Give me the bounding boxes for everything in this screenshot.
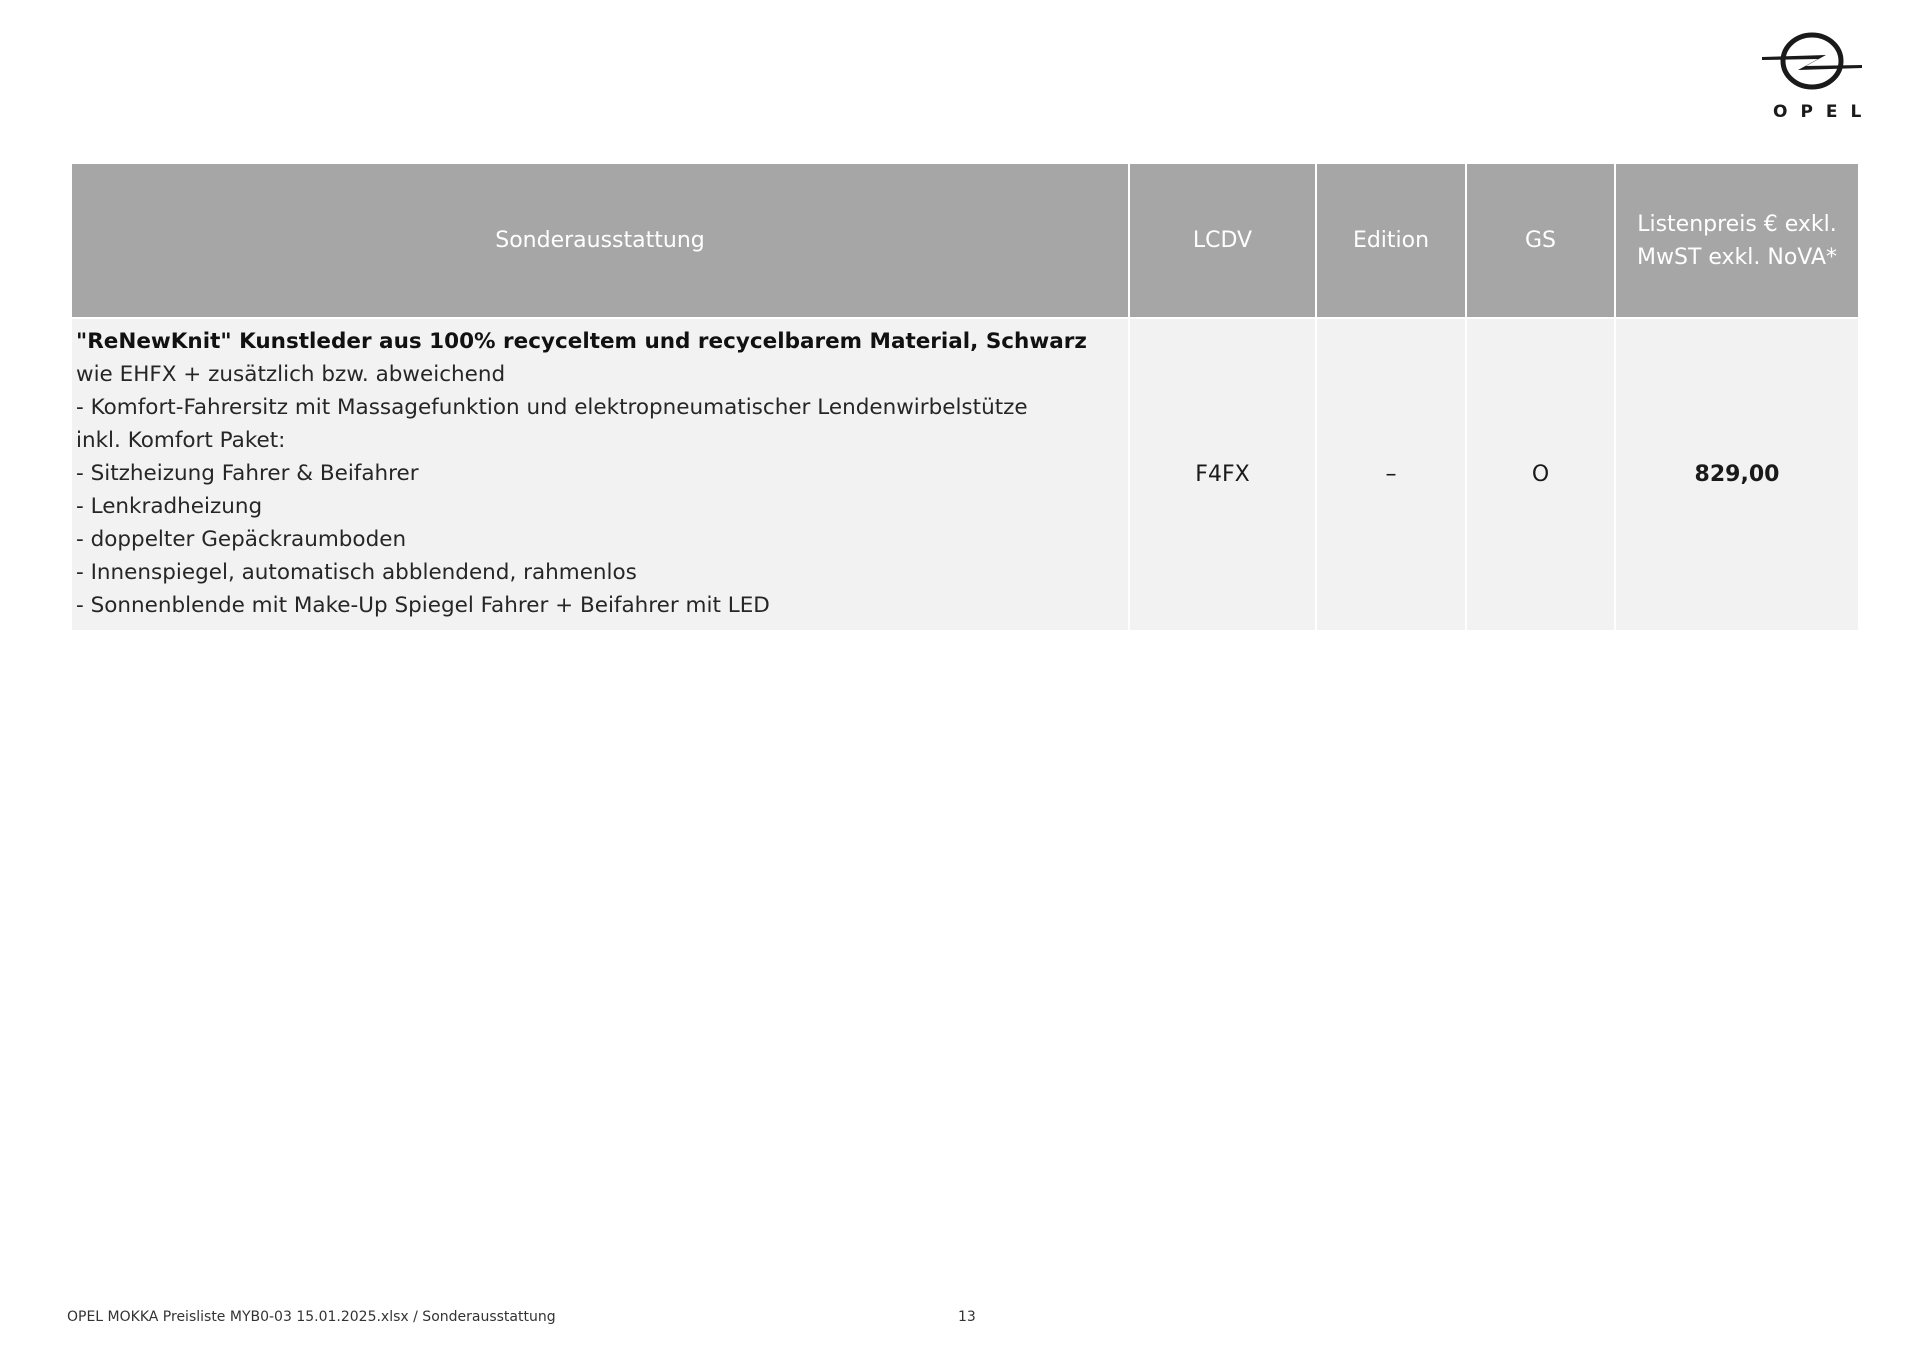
edition-cell: – — [1316, 318, 1466, 630]
page-number: 13 — [958, 1309, 976, 1325]
gs-cell: O — [1466, 318, 1615, 630]
header-price-line1: Listenpreis € exkl. — [1637, 211, 1837, 237]
header-price-line2: MwST exkl. NoVA* — [1637, 244, 1837, 270]
footer-source: OPEL MOKKA Preisliste MYB0-03 15.01.2025.xlsx / Sonderausstattung — [67, 1309, 556, 1325]
equipment-line: - Innenspiegel, automatisch abblendend, rahmenlos — [76, 560, 637, 585]
equipment-line: - Sonnenblende mit Make-Up Spiegel Fahrer + Beifahrer mit LED — [76, 593, 770, 618]
lcdv-cell: F4FX — [1129, 318, 1316, 630]
equipment-line: inkl. Komfort Paket: — [76, 428, 286, 453]
equipment-line: - Sitzheizung Fahrer & Beifahrer — [76, 461, 419, 486]
header-edition: Edition — [1316, 164, 1466, 318]
table-header-row — [72, 164, 1858, 318]
equipment-line: - Lenkradheizung — [76, 494, 263, 519]
table-row — [72, 318, 1858, 630]
equipment-line: - doppelter Gepäckraumboden — [76, 527, 407, 552]
opel-logo — [1760, 30, 1875, 126]
opel-blitz-icon — [1760, 30, 1864, 94]
header-lcdv: LCDV — [1129, 164, 1316, 318]
price-cell: 829,00 — [1615, 318, 1858, 630]
header-price — [1615, 164, 1858, 318]
header-equipment: Sonderausstattung — [72, 164, 1129, 318]
brand-wordmark: OPEL — [1773, 102, 1875, 122]
equipment-line: - Komfort-Fahrersitz mit Massagefunktion und elektropneumatischer Lendenwirbelstütze — [76, 395, 1028, 420]
equipment-title: "ReNewKnit" Kunstleder aus 100% recyceltem und recycelbarem Material, Schwarz — [76, 329, 1087, 354]
equipment-line: wie EHFX + zusätzlich bzw. abweichend — [76, 362, 506, 387]
option-price-table — [72, 164, 1858, 630]
equipment-description — [72, 318, 1129, 630]
header-gs: GS — [1466, 164, 1615, 318]
